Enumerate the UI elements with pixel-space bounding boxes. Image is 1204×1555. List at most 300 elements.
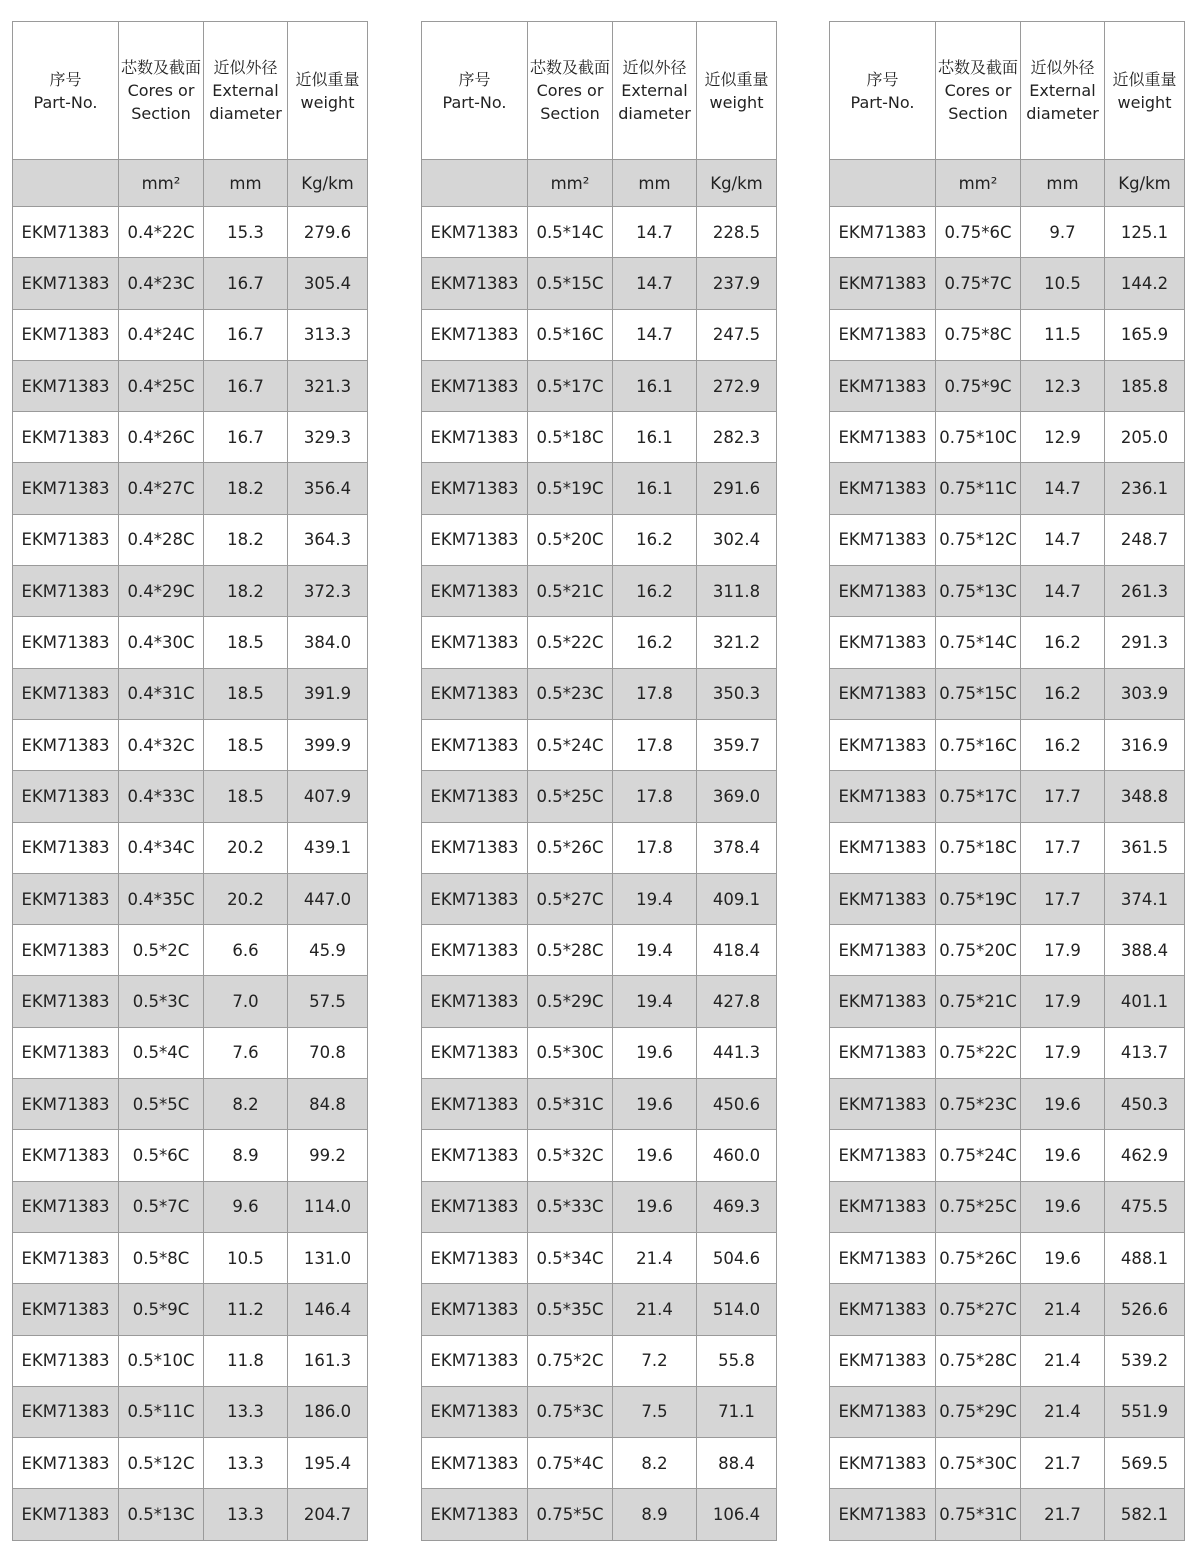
cell-part-no: EKM71383 [422,617,528,668]
cell-diameter: 11.5 [1021,309,1105,360]
cell-weight: 195.4 [288,1438,368,1489]
cell-section: 0.4*30C [119,617,204,668]
table-row [830,1489,1185,1540]
cell-diameter: 17.8 [613,822,697,873]
header-weight [697,22,777,160]
header-section-line: 芯数及截面 [529,58,610,77]
cell-diameter: 8.2 [613,1438,697,1489]
cell-weight: 146.4 [288,1284,368,1335]
cell-section: 0.75*26C [936,1232,1021,1283]
cell-section: 0.4*34C [119,822,204,873]
unit-partno [830,160,936,207]
cell-part-no: EKM71383 [13,668,119,719]
cell-section: 0.75*20C [936,925,1021,976]
cell-section: 0.5*3C [119,976,204,1027]
cell-part-no: EKM71383 [830,617,936,668]
cell-diameter: 19.6 [1021,1079,1105,1130]
table-row [422,771,777,822]
cell-section: 0.4*25C [119,360,204,411]
cell-weight: 282.3 [697,412,777,463]
header-diameter-line: 近似外径 [213,58,278,77]
table-row [13,1386,368,1437]
table-row [13,771,368,822]
cell-part-no: EKM71383 [13,1284,119,1335]
cell-section: 0.4*31C [119,668,204,719]
table-row [13,1489,368,1540]
cell-diameter: 17.9 [1021,1027,1105,1078]
cell-weight: 228.5 [697,207,777,258]
cell-section: 0.5*14C [528,207,613,258]
table-row [422,1027,777,1078]
table-row [13,1027,368,1078]
header-section-line: 芯数及截面 [120,58,201,77]
cell-weight: 204.7 [288,1489,368,1540]
cell-weight: 99.2 [288,1130,368,1181]
cell-diameter: 19.6 [1021,1181,1105,1232]
cell-diameter: 18.2 [204,566,288,617]
table-row [830,463,1185,514]
cell-diameter: 21.4 [1021,1386,1105,1437]
cell-part-no: EKM71383 [422,1232,528,1283]
cell-diameter: 14.7 [613,258,697,309]
cell-part-no: EKM71383 [13,1130,119,1181]
cell-diameter: 21.7 [1021,1438,1105,1489]
cell-weight: 84.8 [288,1079,368,1130]
cell-diameter: 19.4 [613,976,697,1027]
cell-part-no: EKM71383 [13,1027,119,1078]
cell-section: 0.4*32C [119,719,204,770]
header-row [13,22,368,160]
cell-part-no: EKM71383 [13,976,119,1027]
cell-diameter: 10.5 [204,1232,288,1283]
cell-diameter: 21.4 [1021,1335,1105,1386]
cell-section: 0.5*23C [528,668,613,719]
cell-section: 0.75*8C [936,309,1021,360]
table-row [13,668,368,719]
cell-diameter: 10.5 [1021,258,1105,309]
header-diameter-line: diameter [209,104,282,123]
cell-diameter: 11.8 [204,1335,288,1386]
cell-section: 0.4*22C [119,207,204,258]
cell-section: 0.5*13C [119,1489,204,1540]
spec-table-left [12,21,368,1541]
cell-part-no: EKM71383 [830,1386,936,1437]
table-row [13,1079,368,1130]
cell-diameter: 16.7 [204,360,288,411]
cell-weight: 55.8 [697,1335,777,1386]
cell-part-no: EKM71383 [422,1079,528,1130]
cell-section: 0.5*7C [119,1181,204,1232]
cell-section: 0.5*24C [528,719,613,770]
cell-part-no: EKM71383 [422,566,528,617]
table-row [13,1335,368,1386]
unit-diameter: mm [613,160,697,207]
cell-part-no: EKM71383 [13,1489,119,1540]
table-row [13,1284,368,1335]
cell-weight: 348.8 [1105,771,1185,822]
cell-section: 0.5*34C [528,1232,613,1283]
table-row [830,1232,1185,1283]
header-part-no [13,22,119,160]
header-weight [288,22,368,160]
cell-section: 0.5*25C [528,771,613,822]
cell-weight: 88.4 [697,1438,777,1489]
cell-section: 0.5*15C [528,258,613,309]
header-diameter-line: External [621,81,688,100]
cell-diameter: 16.2 [1021,719,1105,770]
header-section [119,22,204,160]
cell-section: 0.75*29C [936,1386,1021,1437]
table-row [13,258,368,309]
header-weight [1105,22,1185,160]
cell-weight: 205.0 [1105,412,1185,463]
table-row [422,617,777,668]
table-row [13,1438,368,1489]
cell-diameter: 7.2 [613,1335,697,1386]
cell-section: 0.5*28C [528,925,613,976]
header-part-no-line: Part-No. [33,92,98,112]
table-row [830,668,1185,719]
cell-section: 0.5*17C [528,360,613,411]
cell-diameter: 7.5 [613,1386,697,1437]
cell-part-no: EKM71383 [830,771,936,822]
cell-diameter: 19.6 [613,1027,697,1078]
cell-part-no: EKM71383 [422,1335,528,1386]
cell-part-no: EKM71383 [422,412,528,463]
cell-weight: 114.0 [288,1181,368,1232]
cell-part-no: EKM71383 [830,1438,936,1489]
cell-weight: 399.9 [288,719,368,770]
table-row [830,719,1185,770]
cell-part-no: EKM71383 [422,309,528,360]
cell-weight: 321.2 [697,617,777,668]
cell-diameter: 19.4 [613,925,697,976]
cell-part-no: EKM71383 [13,617,119,668]
unit-weight: Kg/km [1105,160,1185,207]
cell-diameter: 7.6 [204,1027,288,1078]
header-weight-line: 近似重量 [1112,69,1177,89]
header-row [422,22,777,160]
cell-weight: 374.1 [1105,873,1185,924]
units-row [422,160,777,207]
table-row [422,822,777,873]
cell-weight: 70.8 [288,1027,368,1078]
cell-weight: 71.1 [697,1386,777,1437]
cell-section: 0.5*35C [528,1284,613,1335]
table-row [830,1181,1185,1232]
table-row [422,258,777,309]
cell-section: 0.75*3C [528,1386,613,1437]
cell-part-no: EKM71383 [13,771,119,822]
cell-weight: 237.9 [697,258,777,309]
cell-part-no: EKM71383 [830,873,936,924]
cell-diameter: 8.9 [204,1130,288,1181]
cell-part-no: EKM71383 [422,1386,528,1437]
cell-part-no: EKM71383 [830,1335,936,1386]
cell-weight: 279.6 [288,207,368,258]
cell-weight: 427.8 [697,976,777,1027]
cell-diameter: 9.6 [204,1181,288,1232]
cell-weight: 504.6 [697,1232,777,1283]
cell-part-no: EKM71383 [13,873,119,924]
table-row [422,1489,777,1540]
cell-weight: 165.9 [1105,309,1185,360]
cell-part-no: EKM71383 [13,360,119,411]
cell-weight: 488.1 [1105,1232,1185,1283]
table-row [13,412,368,463]
cell-diameter: 16.1 [613,412,697,463]
table-row [830,514,1185,565]
cell-weight: 313.3 [288,309,368,360]
cell-weight: 131.0 [288,1232,368,1283]
cell-section: 0.75*13C [936,566,1021,617]
table-row [830,1284,1185,1335]
cell-weight: 247.5 [697,309,777,360]
table-row [830,873,1185,924]
unit-weight: Kg/km [288,160,368,207]
cell-diameter: 19.6 [1021,1232,1105,1283]
units-row [13,160,368,207]
cell-weight: 401.1 [1105,976,1185,1027]
cell-section: 0.4*24C [119,309,204,360]
cell-diameter: 18.5 [204,771,288,822]
table-row [13,309,368,360]
header-section-line: Cores or [944,81,1012,100]
units-row [830,160,1185,207]
cell-weight: 185.8 [1105,360,1185,411]
cell-diameter: 16.7 [204,412,288,463]
cell-part-no: EKM71383 [830,1232,936,1283]
cell-part-no: EKM71383 [830,463,936,514]
cell-section: 0.75*18C [936,822,1021,873]
cell-weight: 441.3 [697,1027,777,1078]
cell-part-no: EKM71383 [13,1335,119,1386]
header-diameter [1021,22,1105,160]
table-row [422,309,777,360]
table-row [830,617,1185,668]
cell-diameter: 17.7 [1021,771,1105,822]
unit-partno [13,160,119,207]
cell-part-no: EKM71383 [830,1027,936,1078]
cell-weight: 361.5 [1105,822,1185,873]
table-row [422,1335,777,1386]
cell-diameter: 17.9 [1021,925,1105,976]
cell-section: 0.5*10C [119,1335,204,1386]
unit-weight: Kg/km [697,160,777,207]
cell-diameter: 17.7 [1021,873,1105,924]
cell-weight: 413.7 [1105,1027,1185,1078]
cell-section: 0.75*30C [936,1438,1021,1489]
cell-section: 0.5*20C [528,514,613,565]
cell-part-no: EKM71383 [422,360,528,411]
cell-weight: 391.9 [288,668,368,719]
cell-weight: 321.3 [288,360,368,411]
cell-part-no: EKM71383 [13,1079,119,1130]
cell-diameter: 21.4 [1021,1284,1105,1335]
table-row [830,1027,1185,1078]
cell-part-no: EKM71383 [13,822,119,873]
cell-weight: 526.6 [1105,1284,1185,1335]
cell-diameter: 16.1 [613,463,697,514]
cell-part-no: EKM71383 [422,1027,528,1078]
cell-section: 0.75*11C [936,463,1021,514]
cell-part-no: EKM71383 [13,463,119,514]
header-section [936,22,1021,160]
header-diameter-line: diameter [1026,104,1099,123]
unit-partno [422,160,528,207]
cell-section: 0.75*10C [936,412,1021,463]
cell-weight: 236.1 [1105,463,1185,514]
cell-section: 0.5*27C [528,873,613,924]
table-row [13,822,368,873]
table-row [13,976,368,1027]
cell-weight: 409.1 [697,873,777,924]
cell-weight: 378.4 [697,822,777,873]
cell-weight: 57.5 [288,976,368,1027]
table-row [422,719,777,770]
cell-part-no: EKM71383 [422,719,528,770]
cell-weight: 539.2 [1105,1335,1185,1386]
cell-part-no: EKM71383 [13,925,119,976]
cell-part-no: EKM71383 [830,1284,936,1335]
cell-section: 0.5*16C [528,309,613,360]
cell-weight: 161.3 [288,1335,368,1386]
header-part-no-line: Part-No. [850,92,915,112]
table-row [830,1079,1185,1130]
table-row [422,1284,777,1335]
cell-section: 0.75*25C [936,1181,1021,1232]
cell-part-no: EKM71383 [422,976,528,1027]
cell-part-no: EKM71383 [422,1130,528,1181]
cell-section: 0.5*4C [119,1027,204,1078]
cell-section: 0.5*32C [528,1130,613,1181]
cell-part-no: EKM71383 [830,976,936,1027]
cell-section: 0.75*12C [936,514,1021,565]
table-row [13,1232,368,1283]
cell-diameter: 16.1 [613,360,697,411]
table-row [422,1232,777,1283]
cell-part-no: EKM71383 [830,566,936,617]
cell-part-no: EKM71383 [830,668,936,719]
table-row [422,1079,777,1130]
cell-section: 0.75*14C [936,617,1021,668]
header-weight-line: weight [300,92,355,112]
cell-part-no: EKM71383 [13,309,119,360]
header-diameter-line: External [212,81,279,100]
cell-part-no: EKM71383 [830,1181,936,1232]
cell-part-no: EKM71383 [13,1181,119,1232]
cell-section: 0.75*28C [936,1335,1021,1386]
cell-part-no: EKM71383 [830,719,936,770]
table-row [830,207,1185,258]
table-row [830,309,1185,360]
cell-part-no: EKM71383 [830,258,936,309]
table-row [13,360,368,411]
cell-diameter: 18.5 [204,617,288,668]
table-row [422,1181,777,1232]
table-row [422,976,777,1027]
cell-weight: 316.9 [1105,719,1185,770]
cell-part-no: EKM71383 [422,514,528,565]
cell-section: 0.5*22C [528,617,613,668]
cell-part-no: EKM71383 [422,1181,528,1232]
header-weight-line: weight [1117,92,1172,112]
header-section-line: Cores or [536,81,604,100]
table-row [830,925,1185,976]
cell-section: 0.5*5C [119,1079,204,1130]
cell-diameter: 21.4 [613,1232,697,1283]
header-diameter-line: External [1029,81,1096,100]
cell-section: 0.5*33C [528,1181,613,1232]
cell-section: 0.5*19C [528,463,613,514]
cell-diameter: 19.6 [613,1181,697,1232]
cell-section: 0.5*12C [119,1438,204,1489]
cell-part-no: EKM71383 [422,1438,528,1489]
cell-part-no: EKM71383 [13,412,119,463]
cell-weight: 447.0 [288,873,368,924]
cell-diameter: 17.8 [613,771,697,822]
cell-diameter: 18.2 [204,463,288,514]
cell-diameter: 15.3 [204,207,288,258]
cell-part-no: EKM71383 [830,1130,936,1181]
header-section-line: 芯数及截面 [937,58,1018,77]
cell-section: 0.5*18C [528,412,613,463]
cell-section: 0.75*2C [528,1335,613,1386]
header-weight-line: weight [709,92,764,112]
cell-part-no: EKM71383 [422,258,528,309]
cell-weight: 551.9 [1105,1386,1185,1437]
cell-diameter: 16.2 [1021,668,1105,719]
cell-diameter: 14.7 [1021,514,1105,565]
cell-section: 0.75*16C [936,719,1021,770]
cell-section: 0.5*8C [119,1232,204,1283]
cell-section: 0.5*29C [528,976,613,1027]
cell-part-no: EKM71383 [830,1489,936,1540]
cell-weight: 305.4 [288,258,368,309]
table-row [422,412,777,463]
cell-part-no: EKM71383 [830,1079,936,1130]
cell-diameter: 19.4 [613,873,697,924]
cell-section: 0.4*28C [119,514,204,565]
table-row [422,1130,777,1181]
cell-section: 0.75*27C [936,1284,1021,1335]
cell-part-no: EKM71383 [830,360,936,411]
header-section [528,22,613,160]
unit-section: mm² [528,160,613,207]
cell-weight: 372.3 [288,566,368,617]
unit-section: mm² [936,160,1021,207]
cell-weight: 291.6 [697,463,777,514]
cell-part-no: EKM71383 [830,309,936,360]
cell-diameter: 16.2 [613,617,697,668]
cell-diameter: 18.5 [204,719,288,770]
table-row [422,207,777,258]
table-row [422,1438,777,1489]
header-diameter-line: 近似外径 [1030,58,1095,77]
cell-diameter: 20.2 [204,873,288,924]
cell-weight: 460.0 [697,1130,777,1181]
table-row [422,1386,777,1437]
table-row [830,976,1185,1027]
cell-weight: 384.0 [288,617,368,668]
header-part-no-line: 序号 [458,69,491,89]
header-part-no-line: 序号 [866,69,899,89]
cell-weight: 248.7 [1105,514,1185,565]
header-weight-line: 近似重量 [295,69,360,89]
cell-section: 0.75*19C [936,873,1021,924]
cell-weight: 450.3 [1105,1079,1185,1130]
cell-weight: 388.4 [1105,925,1185,976]
